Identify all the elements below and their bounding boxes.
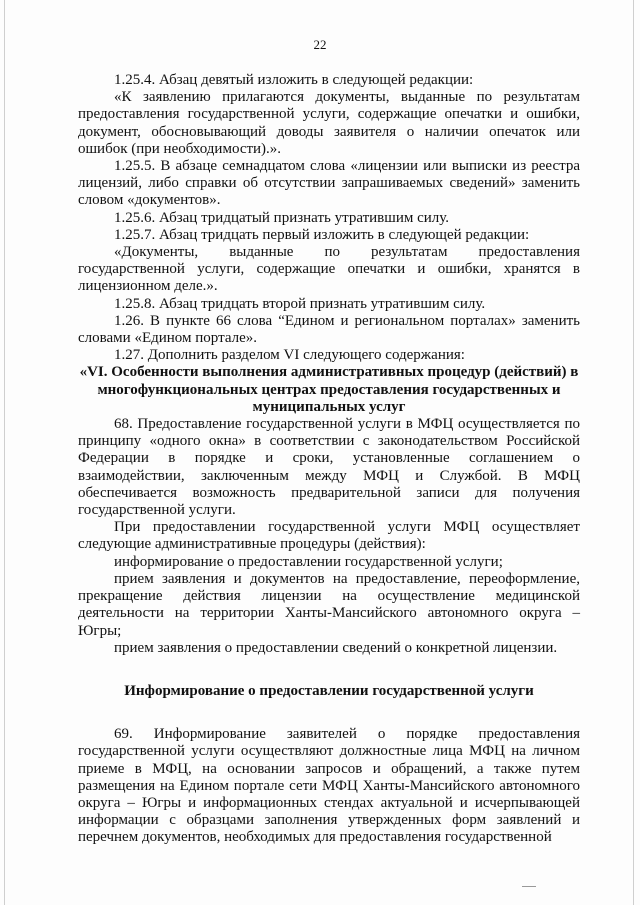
footer-mark [522,886,536,887]
paragraph-1-26: 1.26. В пункте 66 слова “Едином и региональном порталах» заменить словами «Едином портале». [78,312,580,347]
list-item-license-info: прием заявления о предоставлении сведений о конкретной лицензии. [114,639,558,656]
paragraph-quote-1: «К заявлению прилагаются документы, выданные по результатам предоставления государственной услуги, содержащие опечатки и ошибки, документ, обосновывающий доводы заявителя о наличии опечаток или ошибок (при необходимости).». [78,89,580,157]
paragraph-69: 69. Информирование заявителей о порядке предоставления государственной услуги осуществляют должностные лица МФЦ на личном приеме в МФЦ, на основании запросов и обращений, а также путем размещения на Едином портале сети МФЦ Ханты-Мансийского автономного округа – Югры и информационных стендах актуальной и исчерпывающей информации с образцами заполнения утвержденных форм заявлений и перечнем документов, необходимых для предоставления государственной [78,726,580,846]
paragraph-1-25-8: 1.25.8. Абзац тридцать второй признать утратившим силу. [114,295,486,312]
paragraph-1-25-4: 1.25.4. Абзац девятый изложить в следующей редакции: [114,72,474,88]
page-number: 22 [313,37,327,52]
document-body [78,72,580,847]
paragraph-1-27: 1.27. Дополнить разделом VI следующего содержания: [114,347,465,364]
list-item-license-application: прием заявления и документов на предоставление, переоформление, прекращение действия лицензии на осуществление медицинской деятельности на территории Ханты-Мансийского автономного округа – Югры; [78,570,580,639]
paragraph-1-25-7: 1.25.7. Абзац тридцать первый изложить в следующей редакции: [114,226,530,243]
scan-edge-right [633,0,634,905]
paragraph-procedures-intro: При предоставлении государственной услуги МФЦ осуществляет следующие административные процедуры (действия): [78,519,580,553]
paragraph-1-25-6: 1.25.6. Абзац тридцатый признать утратившим силу. [114,209,450,226]
section-heading: «VI. Особенности выполнения административных процедур (действий) в многофункциональных центрах предоставления государственных и муниципальных услуг [79,364,579,415]
subheading-informing: Информирование о предоставлении государственной услуги [124,682,534,699]
list-item-informing: информирование о предоставлении государственной услуги; [114,553,503,570]
scan-edge-left [4,0,5,905]
paragraph-1-25-5: 1.25.5. В абзаце семнадцатом слова «лицензии или выписки из реестра лицензий, либо справки об отсутствии запрашиваемых сведений» заменить словом «документов». [78,158,580,209]
paragraph-quote-2: «Документы, выданные по результатам предоставления государственной услуги, содержащие опечатки и ошибки, хранятся в лицензионном деле.». [78,244,580,295]
paragraph-68: 68. Предоставление государственной услуги в МФЦ осуществляется по принципу «одного окна» в соответствии с законодательством Российской Федерации в порядке и сроки, установленные соглашением о взаимодействии, заключенным между МФЦ и Службой. В МФЦ обеспечивается возможность предварительной записи для получения государственной услуги. [78,416,580,519]
